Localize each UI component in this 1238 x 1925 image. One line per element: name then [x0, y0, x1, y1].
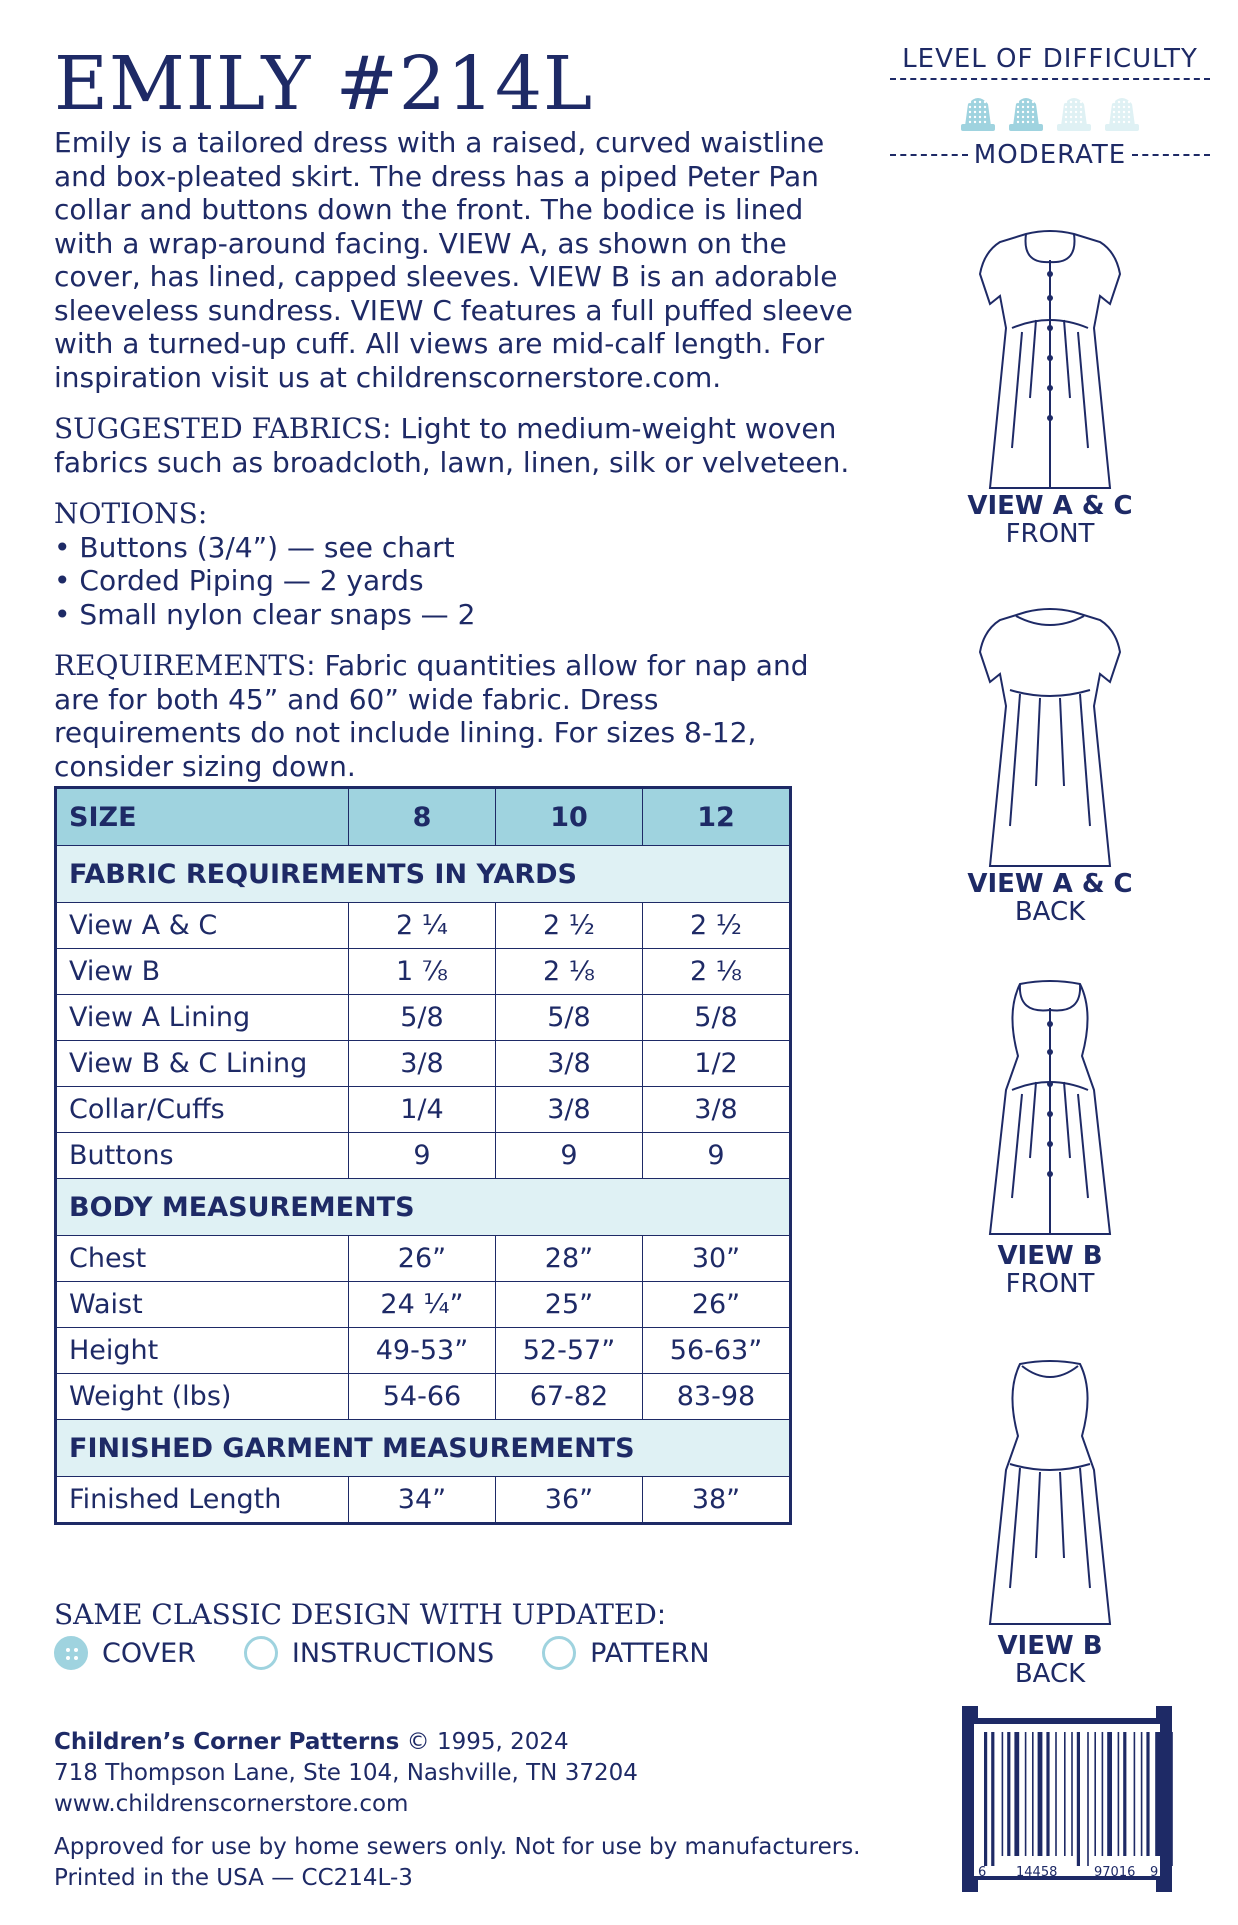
view-b-back: [890, 1352, 1210, 1688]
table-cell: 3/8: [495, 1087, 642, 1133]
section-title: FINISHED GARMENT MEASUREMENTS: [56, 1420, 791, 1477]
row-label: Finished Length: [56, 1477, 349, 1524]
header-size-10: 10: [495, 788, 642, 846]
barcode-digit-last: 9: [1150, 1865, 1159, 1880]
header-size-12: 12: [642, 788, 790, 846]
suggested-fabrics-label: SUGGESTED FABRICS: [54, 412, 383, 445]
table-cell: 9: [348, 1133, 495, 1179]
header-size: SIZE: [56, 788, 349, 846]
row-label: Buttons: [56, 1133, 349, 1179]
requirements-label: REQUIREMENTS: [54, 649, 307, 682]
table-cell: 26”: [348, 1236, 495, 1282]
difficulty-title: LEVEL OF DIFFICULTY: [890, 44, 1210, 80]
view-sub: FRONT: [1005, 519, 1095, 549]
table-cell: 52-57”: [495, 1328, 642, 1374]
checked-circle-icon: [54, 1636, 88, 1670]
table-cell: 2 ⅛: [642, 949, 790, 995]
barcode-digits-right: 97016: [1094, 1865, 1136, 1880]
section-title: FABRIC REQUIREMENTS IN YARDS: [56, 846, 791, 903]
thimble-filled-icon: [959, 92, 997, 132]
barcode: [944, 1702, 1190, 1892]
empty-circle-icon: [244, 1636, 278, 1670]
view-label: VIEW A & C: [967, 869, 1133, 899]
requirements-text: : Fabric quantities allow for nap and are for both 45” and 60” wide fabric. Dress requirements do not include lining. For sizes 8-12, consider sizing down.: [54, 649, 809, 783]
table-row: [56, 995, 791, 1041]
table-cell: 3/8: [495, 1041, 642, 1087]
notions: [54, 497, 854, 631]
table-cell: 56-63”: [642, 1328, 790, 1374]
suggested-fabrics-text: : Light to medium-weight woven fabrics such as broadcloth, lawn, linen, silk or velveteen.: [54, 412, 850, 479]
table-cell: 2 ½: [495, 903, 642, 949]
view-sub: FRONT: [1005, 1269, 1095, 1299]
view-label: VIEW B: [997, 1631, 1103, 1661]
disclaimer: Approved for use by home sewers only. Not for use by manufacturers. Printed in the USA — CC214L-3: [54, 1834, 861, 1891]
view-b-front: [890, 972, 1210, 1298]
table-row: [56, 1282, 791, 1328]
section-row: [56, 1420, 791, 1477]
thimble-filled-icon: [1007, 92, 1045, 132]
table-cell: 5/8: [495, 995, 642, 1041]
notion-item: • Small nylon clear snaps — 2: [54, 597, 476, 631]
notion-item: • Buttons (3/4”) — see chart: [54, 530, 455, 564]
row-label: View B & C Lining: [56, 1041, 349, 1087]
table-cell: 2 ⅛: [495, 949, 642, 995]
section-title: BODY MEASUREMENTS: [56, 1179, 791, 1236]
view-label: VIEW A & C: [967, 491, 1133, 521]
company-address: 718 Thompson Lane, Ste 104, Nashville, TN 37204: [54, 1760, 638, 1786]
difficulty-level: MODERATE: [890, 140, 1210, 170]
thimble-empty-icon: [1055, 92, 1093, 132]
pattern-title: EMILY #214L: [54, 41, 594, 127]
table-cell: 36”: [495, 1477, 642, 1524]
table-row: [56, 1477, 791, 1524]
barcode-digits-left: 14458: [1016, 1865, 1058, 1880]
left-column: [54, 41, 854, 783]
section-row: [56, 1179, 791, 1236]
table-cell: 9: [642, 1133, 790, 1179]
row-label: Height: [56, 1328, 349, 1374]
table-row: [56, 1328, 791, 1374]
difficulty-thimbles: [890, 92, 1210, 132]
company-info: [54, 1727, 638, 1820]
copyright: © 1995, 2024: [406, 1729, 569, 1755]
row-label: View B: [56, 949, 349, 995]
empty-circle-icon: [542, 1636, 576, 1670]
table-cell: 49-53”: [348, 1328, 495, 1374]
table-row: [56, 949, 791, 995]
table-cell: 1 ⅞: [348, 949, 495, 995]
view-label: VIEW B: [997, 1241, 1103, 1271]
table-cell: 34”: [348, 1477, 495, 1524]
suggested-fabrics: [54, 412, 854, 479]
view-sub: BACK: [1014, 1659, 1086, 1689]
option-pattern: PATTERN: [542, 1636, 709, 1670]
notion-item: • Corded Piping — 2 yards: [54, 564, 424, 597]
row-label: Waist: [56, 1282, 349, 1328]
table-cell: 54-66: [348, 1374, 495, 1420]
table-cell: 83-98: [642, 1374, 790, 1420]
table-cell: 3/8: [348, 1041, 495, 1087]
dress-front-sleeved-icon: [960, 212, 1140, 492]
header-size-8: 8: [348, 788, 495, 846]
view-a-c-back: [890, 590, 1210, 926]
company-name: Children’s Corner Patterns: [54, 1729, 400, 1755]
table-row: [56, 1374, 791, 1420]
table-row: [56, 1087, 791, 1133]
table-cell: 1/4: [348, 1087, 495, 1133]
table-cell: 26”: [642, 1282, 790, 1328]
row-label: View A & C: [56, 903, 349, 949]
table-cell: 5/8: [348, 995, 495, 1041]
section-row: [56, 846, 791, 903]
table-cell: 2 ¼: [348, 903, 495, 949]
table-row: [56, 1236, 791, 1282]
table-cell: 30”: [642, 1236, 790, 1282]
row-label: Chest: [56, 1236, 349, 1282]
table-cell: 67-82: [495, 1374, 642, 1420]
row-label: Collar/Cuffs: [56, 1087, 349, 1133]
table-row: [56, 903, 791, 949]
table-header-row: [56, 788, 791, 846]
table-cell: 38”: [642, 1477, 790, 1524]
dress-front-sleeveless-icon: [960, 972, 1140, 1242]
requirements-table: [54, 786, 792, 1525]
table-cell: 3/8: [642, 1087, 790, 1133]
updated-options: [54, 1636, 758, 1670]
company-website: www.childrenscornerstore.com: [54, 1791, 409, 1817]
requirements: [54, 649, 854, 783]
row-label: Weight (lbs): [56, 1374, 349, 1420]
right-column: [890, 44, 1210, 170]
table-cell: 5/8: [642, 995, 790, 1041]
view-sub: BACK: [1014, 897, 1086, 927]
option-instructions: INSTRUCTIONS: [244, 1636, 494, 1670]
dress-back-sleeveless-icon: [960, 1352, 1140, 1632]
view-a-c-front: [890, 212, 1210, 548]
table-cell: 1/2: [642, 1041, 790, 1087]
description: Emily is a tailored dress with a raised, curved waistline and box-pleated skirt. The dress has a piped Peter Pan collar and buttons down the front. The bodice is lined with a wrap-around facing. VIEW A, as shown on the cover, has lined, capped sleeves. VIEW B is an adorable sleeveless sundress. VIEW C features a full puffed sleeve with a turned-up cuff. All views are mid-calf length. For inspiration visit us at childrenscornerstore.com.: [54, 126, 853, 394]
table-row: [56, 1041, 791, 1087]
option-cover: COVER: [54, 1636, 196, 1670]
table-cell: 2 ½: [642, 903, 790, 949]
table-cell: 24 ¼”: [348, 1282, 495, 1328]
dress-back-sleeved-icon: [960, 590, 1140, 870]
table-cell: 25”: [495, 1282, 642, 1328]
table-cell: 28”: [495, 1236, 642, 1282]
row-label: View A Lining: [56, 995, 349, 1041]
table-cell: 9: [495, 1133, 642, 1179]
notions-label: NOTIONS:: [54, 497, 208, 530]
table-row: [56, 1133, 791, 1179]
thimble-empty-icon: [1103, 92, 1141, 132]
barcode-digit-first: 6: [978, 1865, 987, 1880]
updated-heading: SAME CLASSIC DESIGN WITH UPDATED:: [54, 1598, 667, 1631]
